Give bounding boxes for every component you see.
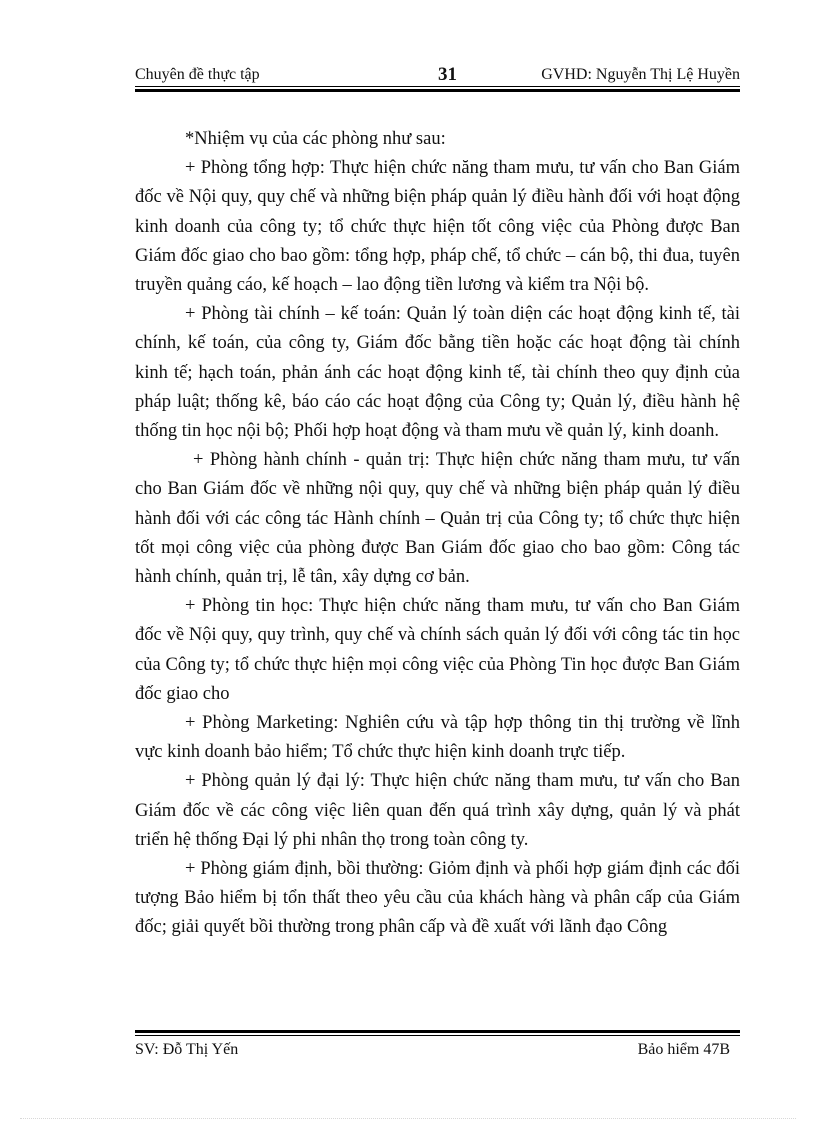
footer-student: SV: Đỗ Thị Yến bbox=[135, 1041, 239, 1058]
footer-class: Bảo hiểm 47B bbox=[637, 1041, 730, 1058]
header-rule-thick bbox=[135, 89, 740, 92]
page-footer bbox=[135, 1041, 740, 1061]
paragraph-phong-giam-dinh: + Phòng giám định, bồi thường: Giỏm định và phối hợp giám định các đối tượng Bảo hiểm bị tổn thất theo yêu cầu của khách hàng và phân cấp của Giám đốc; giải quyết bồi thường trong phân cấp và đề xuất với lãnh đạo Công bbox=[135, 859, 740, 938]
paragraph-intro: *Nhiệm vụ của các phòng như sau: bbox=[185, 129, 446, 149]
page-edge-dotted bbox=[20, 1118, 796, 1119]
header-rule-thin bbox=[135, 86, 740, 87]
page-number: 31 bbox=[438, 64, 457, 85]
footer-rule-thick bbox=[135, 1030, 740, 1033]
header-title: Chuyên đề thực tập bbox=[135, 66, 260, 83]
paragraph-phong-tong-hop: + Phòng tổng hợp: Thực hiện chức năng tham mưu, tư vấn cho Ban Giám đốc về Nội quy, quy chế và những biện pháp quản lý điều hành đối với hoạt động kinh doanh của công ty; tổ chức thực hiện tốt công việc của Phòng được Ban Giám đốc giao cho bao gồm: tổng hợp, pháp chế, tổ chức – cán bộ, thi đua, tuyên truyền quảng cáo, kế hoạch – lao động tiền lương và kiểm tra Nội bộ. bbox=[135, 158, 740, 296]
body-text bbox=[135, 125, 740, 943]
paragraph-phong-quan-ly-dai-ly: + Phòng quản lý đại lý: Thực hiện chức năng tham mưu, tư vấn cho Ban Giám đốc về các công việc liên quan đến quá trình xây dựng, quản lý và phát triển hệ thống Đại lý phi nhân thọ trong toàn công ty. bbox=[135, 771, 740, 850]
page-header bbox=[135, 64, 740, 84]
paragraph-phong-tai-chinh: + Phòng tài chính – kế toán: Quản lý toàn diện các hoạt động kinh tế, tài chính, kế toán, của công ty, Giám đốc bằng tiền hoặc các hoạt động tài chính kinh tế; hạch toán, phản ánh các hoạt động kinh tế, tài chính theo quy định của pháp luật; thống kê, báo cáo các hoạt động của Công ty; Quản lý, điều hành hệ thống tin học nội bộ; Phối hợp hoạt động và tham mưu về quản lý, kinh doanh. bbox=[135, 304, 740, 442]
paragraph-phong-hanh-chinh: + Phòng hành chính - quản trị: Thực hiện chức năng tham mưu, tư vấn cho Ban Giám đốc về những nội quy, quy chế và những biện pháp quản lý điều hành đối với các công tác Hành chính – Quản trị của Công ty; tổ chức thực hiện tốt mọi công việc của phòng được Ban Giám đốc giao cho bao gồm: Công tác hành chính, quản trị, lễ tân, xây dựng cơ bản. bbox=[135, 450, 740, 588]
paragraph-phong-tin-hoc: + Phòng tin học: Thực hiện chức năng tham mưu, tư vấn cho Ban Giám đốc về Nội quy, quy trình, quy chế và chính sách quản lý đối với công tác tin học của Công ty; tổ chức thực hiện mọi công việc của Phòng Tin học được Ban Giám đốc giao cho bbox=[135, 596, 740, 704]
footer-rule-thin bbox=[135, 1035, 740, 1036]
paragraph-phong-marketing: + Phòng Marketing: Nghiên cứu và tập hợp thông tin thị trường về lĩnh vực kinh doanh bảo hiểm; Tổ chức thực hiện kinh doanh trực tiếp. bbox=[135, 713, 740, 763]
header-supervisor: GVHD: Nguyễn Thị Lệ Huyền bbox=[541, 66, 740, 83]
